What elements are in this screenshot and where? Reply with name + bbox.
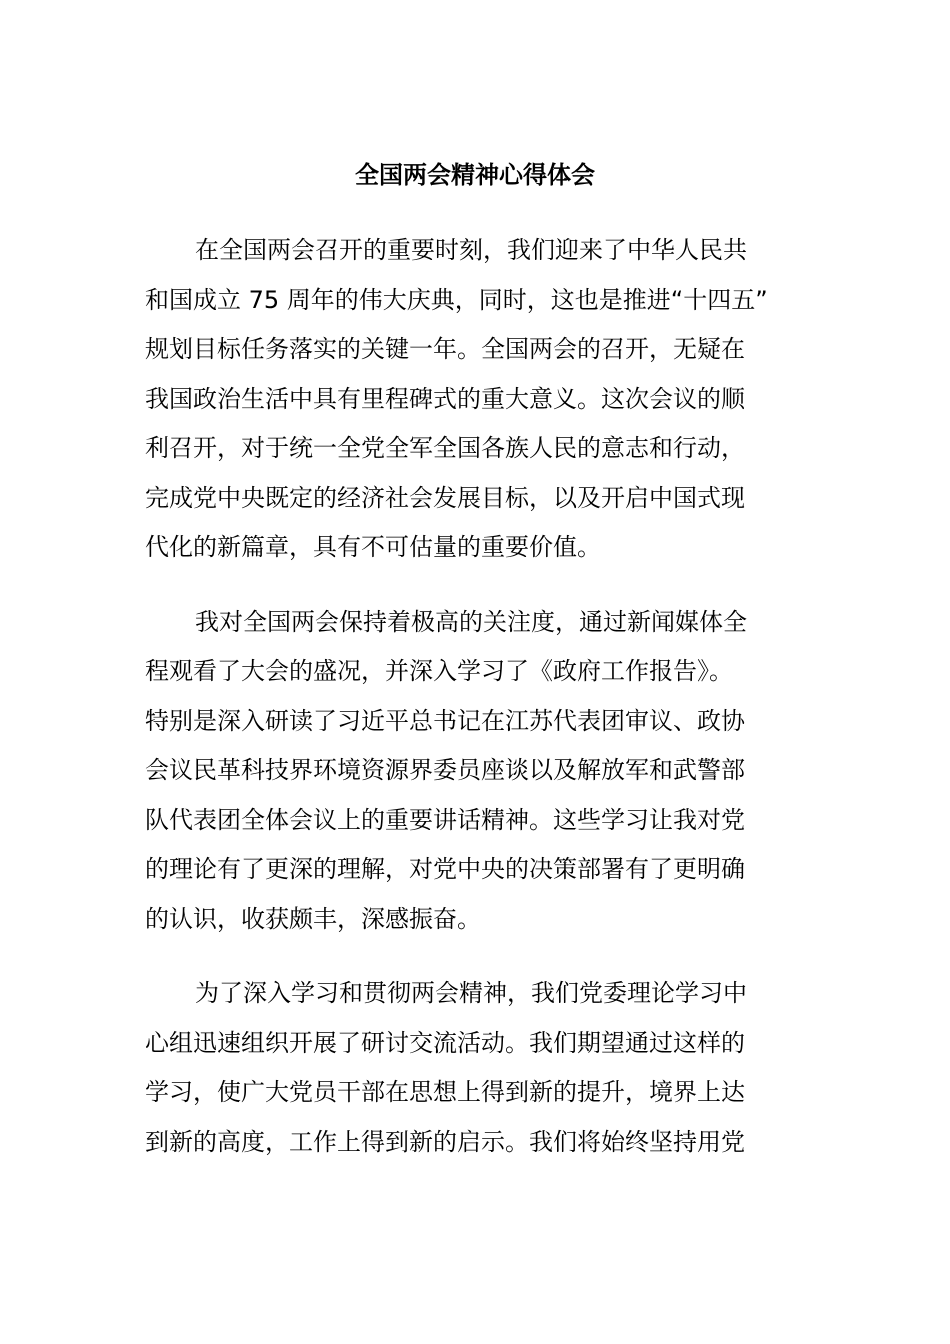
paragraph-3: [145, 969, 790, 1167]
text-line: 代化的新篇章，具有不可估量的重要价值。: [145, 533, 601, 561]
text-line: 利召开，对于统一全党全军全国各族人民的意志和行动，: [145, 434, 745, 462]
text-line: 我对全国两会保持着极高的关注度，通过新闻媒体全: [195, 607, 747, 636]
text-line: 和国成立 75 周年的伟大庆典，同时，这也是推进“十四五”: [145, 285, 768, 314]
text-line: 学习，使广大党员干部在思想上得到新的提升，境界上达: [145, 1078, 745, 1106]
text-line: 特别是深入研读了习近平总书记在江苏代表团审议、政协: [145, 706, 745, 735]
text-line: 队代表团全体会议上的重要讲话精神。这些学习让我对党: [145, 805, 745, 834]
text-line: 心组迅速组织开展了研讨交流活动。我们期望通过这样的: [145, 1028, 745, 1057]
document-body: [145, 226, 790, 1192]
text-line: 我国政治生活中具有里程碑式的重大意义。这次会议的顺: [145, 384, 745, 413]
text-line: 完成党中央既定的经济社会发展目标，以及开启中国式现: [145, 483, 745, 512]
text-line: 为了深入学习和贯彻两会精神，我们党委理论学习中: [195, 979, 747, 1007]
text-line: 的认识，收获颇丰，深感振奋。: [145, 904, 481, 933]
text-line: 程观看了大会的盛况，并深入学习了《政府工作报告》。: [145, 657, 733, 685]
text-line: 的理论有了更深的理解，对党中央的决策部署有了更明确: [145, 855, 745, 883]
text-line: 到新的高度，工作上得到新的启示。我们将始终坚持用党: [145, 1127, 745, 1156]
document-title: 全国两会精神心得体会: [355, 161, 595, 189]
paragraph-1: [145, 226, 790, 573]
paragraph-2: [145, 598, 790, 945]
text-line: 规划目标任务落实的关键一年。全国两会的召开，无疑在: [145, 335, 745, 363]
text-line: 会议民革科技界环境资源界委员座谈以及解放军和武警部: [145, 756, 745, 784]
text-line: 在全国两会召开的重要时刻，我们迎来了中华人民共: [195, 236, 747, 264]
